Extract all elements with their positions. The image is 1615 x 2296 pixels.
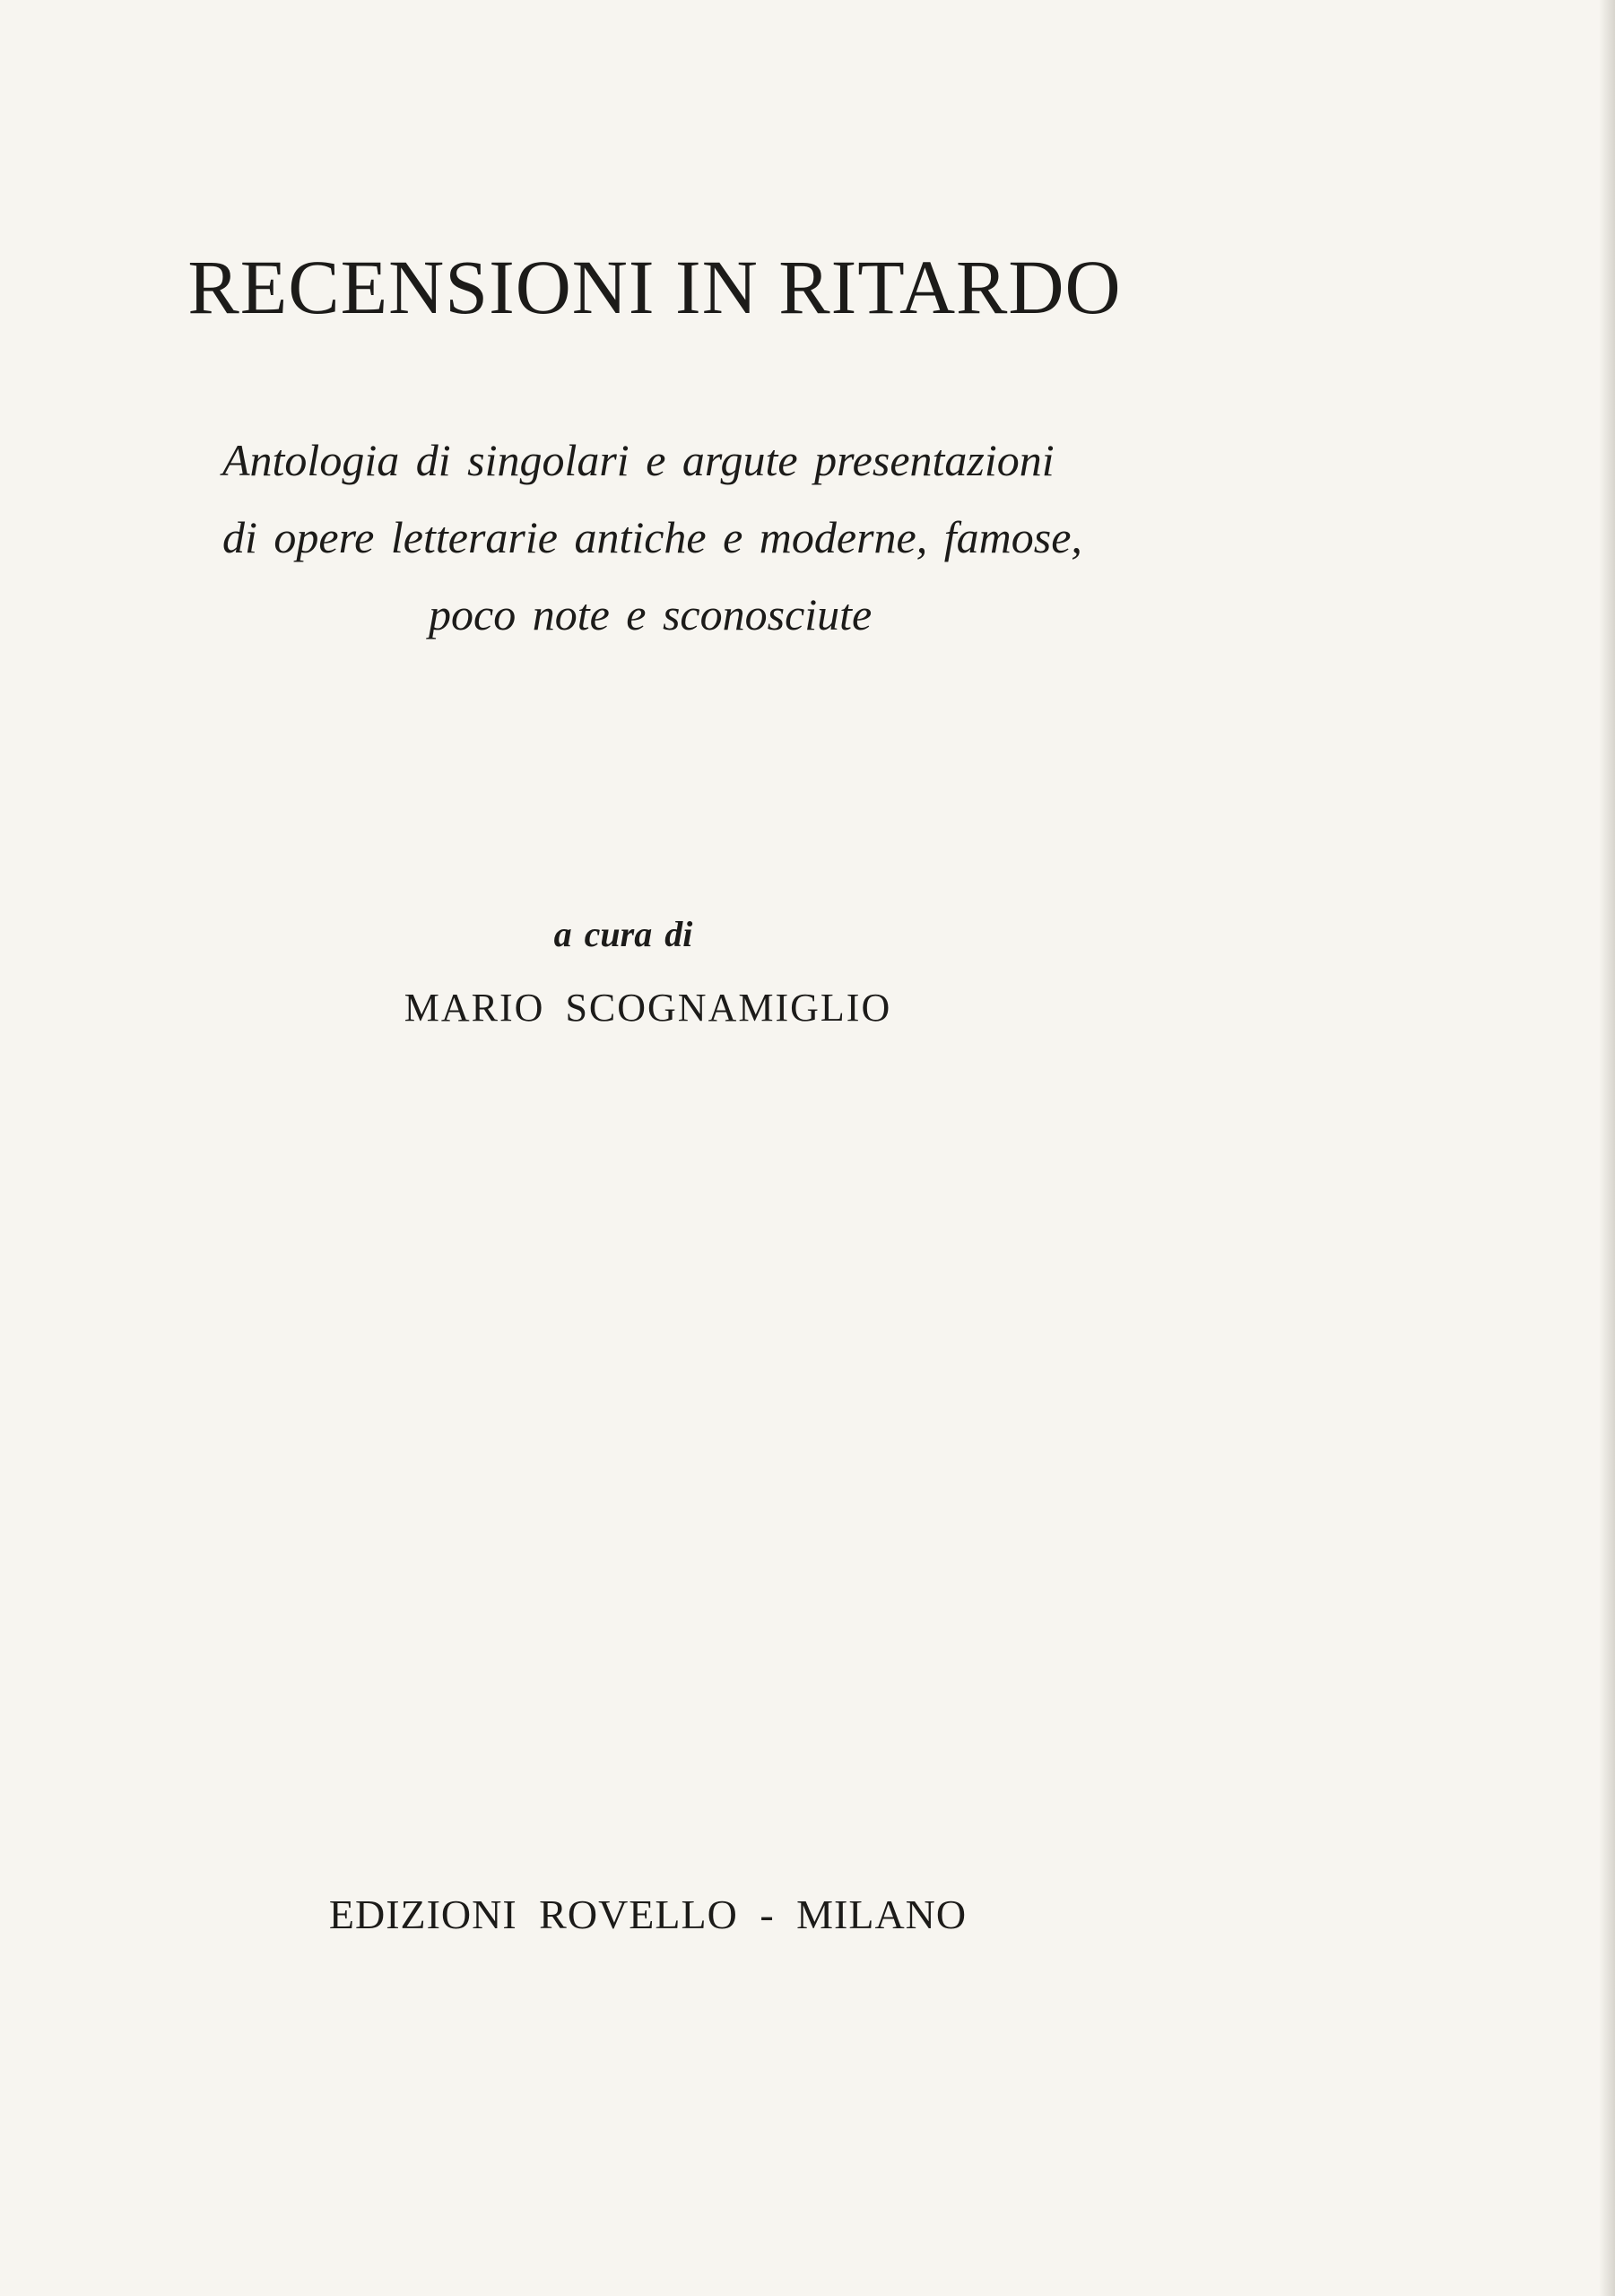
subtitle-line: di opere letterarie antiche e moderne, famose, [222,512,1082,562]
book-title: RECENSIONI IN RITARDO [187,244,1122,330]
page-edge-shadow [1599,0,1615,2296]
curator-intro: a cura di [553,914,693,954]
subtitle-line: Antologia di singolari e argute presentazioni [222,435,1055,485]
publisher-imprint: EDIZIONI ROVELLO - MILANO [328,1892,968,1937]
book-subtitle [222,422,1298,653]
subtitle-line: poco note e sconosciute [429,589,873,639]
curator-name: MARIO SCOGNAMIGLIO [404,986,892,1030]
